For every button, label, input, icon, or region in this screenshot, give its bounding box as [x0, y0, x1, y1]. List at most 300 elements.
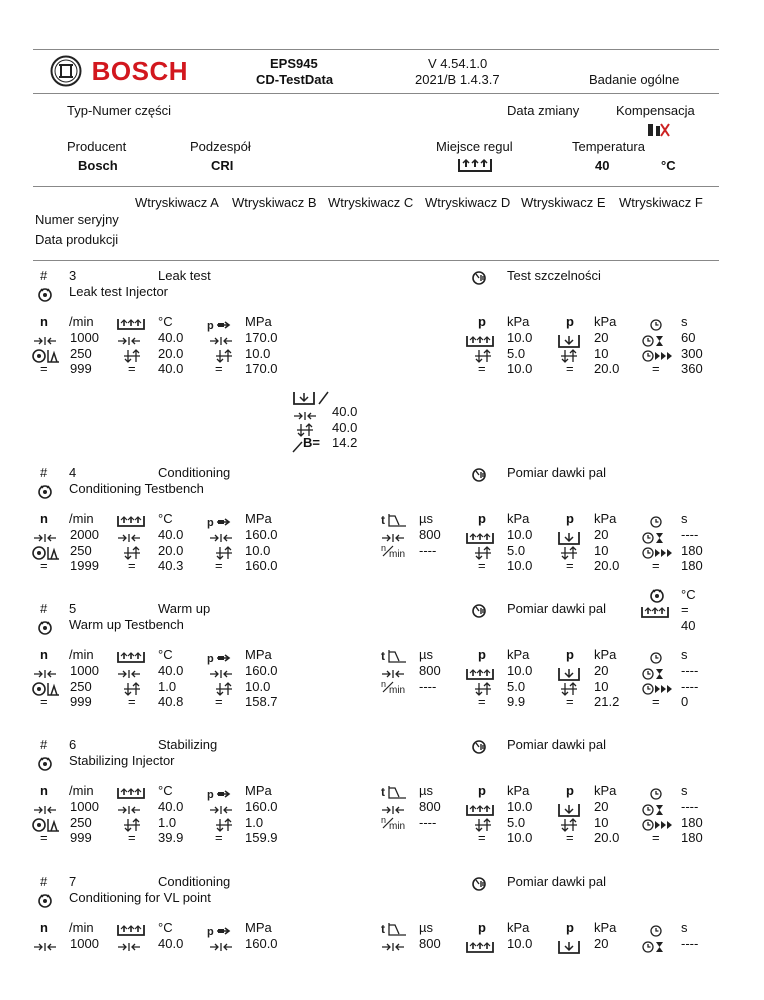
row-actual-marker: = — [478, 361, 486, 376]
col-speed-symbol: n — [40, 920, 48, 935]
row-value: 20.0 — [594, 361, 620, 376]
col-pulse-unit: µs — [419, 647, 433, 662]
row-value: 160.0 — [245, 527, 278, 542]
col-speed-unit: /min — [69, 511, 94, 526]
svg-text:n: n — [381, 679, 387, 690]
slope-tolerance: 40.0 — [332, 420, 358, 435]
row-actual-marker: = — [566, 694, 574, 709]
nominal-icon — [33, 529, 57, 544]
col-time-unit: s — [681, 920, 688, 935]
step-name: Conditioning — [158, 874, 231, 889]
row-actual-marker: = — [40, 694, 48, 709]
row-value: 20 — [594, 663, 609, 678]
svg-text:p: p — [207, 652, 214, 665]
col-p2-symbol: p — [566, 511, 574, 526]
row-value: 10.0 — [507, 936, 533, 951]
header-rule — [33, 93, 719, 94]
return-flow-icon — [558, 332, 580, 348]
step-mode: Pomiar dawki pal — [507, 874, 606, 889]
step-name: Conditioning — [158, 465, 231, 480]
speed-ratio-icon — [381, 815, 407, 831]
row-value: 180 — [681, 830, 703, 845]
col-p2-symbol: p — [566, 920, 574, 935]
row-value: 60 — [681, 330, 696, 345]
step-number: 7 — [69, 874, 77, 889]
clock-hourglass-icon — [642, 529, 664, 544]
speed-ratio-icon — [381, 679, 407, 695]
row-value: 40.0 — [158, 936, 184, 951]
nominal-icon — [381, 938, 405, 953]
slope-b-value: 14.2 — [332, 435, 358, 450]
pulse-value: 800 — [419, 663, 441, 678]
row-actual-marker: = — [652, 558, 660, 573]
rail-pressure-icon — [207, 316, 233, 331]
col-p1-unit: kPa — [507, 783, 530, 798]
col-p2-symbol: p — [566, 783, 574, 798]
return-flow-icon — [558, 938, 580, 954]
step-name: Warm up — [158, 601, 211, 616]
row-value: 20 — [594, 936, 609, 951]
model-label: EPS945 — [270, 56, 318, 71]
row-value: 999 — [70, 361, 92, 376]
row-value: 180 — [681, 814, 703, 830]
col-speed-unit: /min — [69, 647, 94, 662]
step-description: Conditioning for VL point — [69, 890, 211, 905]
col-speed-symbol: n — [40, 783, 48, 798]
row-value: 10.0 — [507, 361, 533, 376]
step-description: Warm up Testbench — [69, 617, 184, 632]
nominal-icon — [33, 801, 57, 816]
svg-text:t: t — [381, 784, 385, 799]
row-actual-marker: = — [215, 361, 223, 376]
row-value: 250 — [70, 542, 92, 558]
pump-icon — [38, 286, 52, 302]
col-pressure-unit: MPa — [245, 920, 272, 935]
row-value: 10 — [594, 678, 609, 694]
slope-b-label: B= — [303, 435, 320, 450]
row-value: 10 — [594, 542, 609, 558]
temperature-value: 40 — [595, 158, 610, 173]
clock-icon — [650, 649, 662, 664]
col-p1-unit: kPa — [507, 314, 530, 329]
row-actual-marker: = — [478, 558, 486, 573]
pump-icon — [38, 892, 52, 908]
component-label: Podzespół — [190, 139, 251, 154]
step-mode: Pomiar dawki pal — [507, 465, 606, 480]
injector-col-f: Wtryskiwacz F — [619, 195, 703, 210]
row-actual-marker: = — [566, 558, 574, 573]
col-pressure-unit: MPa — [245, 647, 272, 662]
svg-text:n: n — [381, 543, 387, 554]
report-title: Badanie ogólne — [589, 72, 680, 87]
row-value: 10.0 — [245, 345, 271, 361]
nozzle-icon — [117, 784, 145, 799]
row-value: 160.0 — [245, 936, 278, 951]
row-value: 10 — [594, 345, 609, 361]
step-number: 3 — [69, 268, 77, 283]
row-value: 300 — [681, 345, 703, 361]
step-mode: Pomiar dawki pal — [507, 737, 606, 752]
svg-text:t: t — [381, 512, 385, 527]
pulse-value: 800 — [419, 799, 441, 814]
col-p1-symbol: p — [478, 783, 486, 798]
col-temp-unit: °C — [158, 647, 173, 662]
row-actual-marker: = — [652, 694, 660, 709]
row-value: 250 — [70, 345, 92, 361]
nozzle-icon — [466, 938, 494, 953]
pulse-value: 800 — [419, 527, 441, 542]
pulse-time-icon — [381, 647, 407, 663]
col-pressure-unit: MPa — [245, 511, 272, 526]
clock-hourglass-icon — [642, 332, 664, 347]
clock-icon — [650, 513, 662, 528]
row-value: 5.0 — [507, 542, 526, 558]
row-value: 170.0 — [245, 361, 278, 376]
pulse-value: ---- — [419, 814, 437, 830]
col-p2-symbol: p — [566, 647, 574, 662]
nozzle-icon — [117, 512, 145, 527]
row-actual-marker: = — [652, 361, 660, 376]
row-value: 40.0 — [158, 663, 184, 678]
row-value: 10.0 — [507, 558, 533, 573]
clock-hourglass-icon — [642, 801, 664, 816]
nominal-icon — [117, 332, 141, 347]
col-speed-unit: /min — [69, 920, 94, 935]
slope-icon — [291, 438, 303, 453]
nozzle-icon — [466, 801, 494, 816]
nozzle-icon — [117, 648, 145, 663]
row-value: 250 — [70, 678, 92, 694]
step-hash: # — [40, 268, 48, 283]
col-p2-unit: kPa — [594, 647, 617, 662]
return-slope-icon — [293, 389, 329, 405]
row-value: 999 — [70, 830, 92, 845]
row-value: ---- — [681, 663, 699, 678]
speed-ratio-icon — [381, 543, 407, 559]
step-hash: # — [40, 737, 48, 752]
row-value: 40.0 — [158, 361, 184, 376]
row-value: ---- — [681, 527, 699, 542]
nozzle-icon — [117, 921, 145, 936]
fuel-meter-icon — [472, 466, 488, 482]
row-actual-marker: = — [128, 361, 136, 376]
col-speed-symbol: n — [40, 314, 48, 329]
step-hash: # — [40, 465, 48, 480]
fuel-meter-icon — [472, 875, 488, 891]
svg-text:p: p — [207, 788, 214, 801]
row-value: 39.9 — [158, 830, 184, 845]
step-number: 4 — [69, 465, 77, 480]
nozzle-icon — [117, 315, 145, 330]
pulse-time-icon — [381, 783, 407, 799]
col-temp-unit: °C — [158, 511, 173, 526]
svg-text:p: p — [207, 925, 214, 938]
row-value: 10.0 — [507, 330, 533, 345]
injector-col-a: Wtryskiwacz A — [135, 195, 219, 210]
col-p1-symbol: p — [478, 647, 486, 662]
nominal-icon — [117, 665, 141, 680]
col-time-unit: s — [681, 783, 688, 798]
row-value: 21.2 — [594, 694, 620, 709]
row-actual-marker: = — [478, 830, 486, 845]
row-value: 158.7 — [245, 694, 278, 709]
step-description: Stabilizing Injector — [69, 753, 175, 768]
return-flow-icon — [558, 665, 580, 681]
row-actual-marker: = — [40, 361, 48, 376]
injectors-rule — [33, 260, 719, 261]
row-value: 0 — [681, 694, 689, 709]
row-value: ---- — [681, 678, 699, 694]
return-flow-icon — [558, 529, 580, 545]
row-value: 160.0 — [245, 663, 278, 678]
svg-text:min: min — [389, 549, 406, 561]
row-value: 10.0 — [507, 663, 533, 678]
col-temp-unit: °C — [158, 920, 173, 935]
row-value: 5.0 — [507, 345, 526, 361]
injector-col-b: Wtryskiwacz B — [232, 195, 317, 210]
row-value: 20.0 — [594, 558, 620, 573]
fuel-meter-icon — [472, 602, 488, 618]
slope-nominal: 40.0 — [332, 404, 358, 419]
clock-icon — [650, 785, 662, 800]
step-number: 5 — [69, 601, 77, 616]
row-value: 180 — [681, 558, 703, 573]
col-temp-unit: °C — [158, 314, 173, 329]
step-mode: Pomiar dawki pal — [507, 601, 606, 616]
row-value: 2000 — [70, 527, 99, 542]
col-p1-symbol: p — [478, 511, 486, 526]
row-value: 10.0 — [507, 799, 533, 814]
testdata-label: CD-TestData — [256, 72, 334, 87]
pulse-value: ---- — [419, 542, 437, 558]
row-value: 20.0 — [594, 830, 620, 845]
producer-label: Producent — [67, 139, 127, 154]
pulse-time-icon — [381, 511, 407, 527]
row-actual-marker: = — [478, 694, 486, 709]
rail-pressure-icon — [207, 922, 233, 937]
row-value: 999 — [70, 694, 92, 709]
date-changed-label: Data zmiany — [507, 103, 580, 118]
nominal-icon — [117, 938, 141, 953]
row-value: 9.9 — [507, 694, 526, 709]
svg-text:n: n — [381, 815, 387, 826]
row-value: 40.3 — [158, 558, 184, 573]
svg-text:p: p — [207, 319, 214, 332]
col-speed-symbol: n — [40, 647, 48, 662]
row-actual-marker: = — [215, 694, 223, 709]
col-speed-symbol: n — [40, 511, 48, 526]
col-p1-unit: kPa — [507, 511, 530, 526]
row-actual-marker: = — [215, 558, 223, 573]
row-value: 10.0 — [507, 830, 533, 845]
nominal-icon — [117, 801, 141, 816]
step-number: 6 — [69, 737, 77, 752]
temp-box-eq: = — [681, 602, 689, 617]
row-actual-marker: = — [128, 830, 136, 845]
compensation-off-icon — [647, 121, 671, 137]
col-p1-unit: kPa — [507, 647, 530, 662]
step-description: Conditioning Testbench — [69, 481, 204, 496]
version-label: V 4.54.1.0 — [428, 56, 488, 71]
nominal-icon — [33, 665, 57, 680]
nominal-icon — [209, 938, 233, 953]
col-pulse-unit: µs — [419, 511, 433, 526]
row-value: 10 — [594, 814, 609, 830]
row-value: 40.0 — [158, 527, 184, 542]
rail-pressure-icon — [207, 513, 233, 528]
col-p2-unit: kPa — [594, 511, 617, 526]
row-value: 1999 — [70, 558, 99, 573]
row-value: 20.0 — [158, 542, 184, 558]
reg-location-label: Miejsce regul — [436, 139, 513, 154]
row-value: 20.0 — [158, 345, 184, 361]
bosch-logo — [50, 55, 188, 87]
temperature-label: Temperatura — [572, 139, 645, 154]
col-pressure-unit: MPa — [245, 783, 272, 798]
nominal-icon — [293, 407, 317, 422]
build-label: 2021/B 1.4.3.7 — [415, 72, 500, 87]
col-p2-unit: kPa — [594, 783, 617, 798]
col-time-unit: s — [681, 647, 688, 662]
svg-text:p: p — [207, 516, 214, 529]
row-value: 40.8 — [158, 694, 184, 709]
svg-text:min: min — [389, 685, 406, 697]
temperature-unit: °C — [661, 158, 676, 173]
temp-box-unit: °C — [681, 587, 696, 602]
row-value: 1.0 — [245, 814, 264, 830]
row-value: 1000 — [70, 936, 99, 951]
pump-icon — [38, 755, 52, 771]
row-value: 1000 — [70, 663, 99, 678]
nominal-icon — [33, 938, 57, 953]
col-p2-unit: kPa — [594, 920, 617, 935]
row-value: 5.0 — [507, 678, 526, 694]
nominal-icon — [209, 801, 233, 816]
col-speed-unit: /min — [69, 783, 94, 798]
row-value: 160.0 — [245, 558, 278, 573]
serial-number-label: Numer seryjny — [35, 212, 119, 227]
row-actual-marker: = — [566, 361, 574, 376]
row-actual-marker: = — [40, 558, 48, 573]
col-p1-symbol: p — [478, 314, 486, 329]
nozzle-icon — [466, 332, 494, 347]
row-value: 1.0 — [158, 814, 177, 830]
info-rule — [33, 186, 719, 187]
injector-col-e: Wtryskiwacz E — [521, 195, 606, 210]
clock-hourglass-icon — [642, 665, 664, 680]
injector-col-d: Wtryskiwacz D — [425, 195, 511, 210]
pump-icon — [38, 483, 52, 499]
svg-text:t: t — [381, 648, 385, 663]
step-name: Stabilizing — [158, 737, 218, 752]
step-hash: # — [40, 874, 48, 889]
row-value: 5.0 — [507, 814, 526, 830]
row-actual-marker: = — [652, 830, 660, 845]
compensation-label: Kompensacja — [616, 103, 695, 118]
step-mode: Test szczelności — [507, 268, 601, 283]
row-value: 20 — [594, 330, 609, 345]
col-temp-unit: °C — [158, 783, 173, 798]
row-value: 10.0 — [507, 527, 533, 542]
rail-pressure-icon — [207, 785, 233, 800]
nominal-icon — [209, 529, 233, 544]
row-actual-marker: = — [215, 830, 223, 845]
col-p2-symbol: p — [566, 314, 574, 329]
col-speed-unit: /min — [69, 314, 94, 329]
rail-pressure-icon — [207, 649, 233, 664]
row-value: 170.0 — [245, 330, 278, 345]
nominal-icon — [117, 529, 141, 544]
row-actual-marker: = — [40, 830, 48, 845]
clock-icon — [650, 316, 662, 331]
svg-text:min: min — [389, 821, 406, 833]
row-value: 1.0 — [158, 678, 177, 694]
row-value: ---- — [681, 936, 699, 951]
col-p1-unit: kPa — [507, 920, 530, 935]
fuel-meter-icon — [472, 738, 488, 754]
producer-value: Bosch — [78, 158, 118, 173]
component-value: CRI — [211, 158, 234, 173]
col-pressure-unit: MPa — [245, 314, 272, 329]
row-value: 159.9 — [245, 830, 278, 845]
row-value: ---- — [681, 799, 699, 814]
fuel-meter-icon — [472, 269, 488, 285]
clock-hourglass-icon — [642, 938, 664, 953]
nominal-icon — [209, 332, 233, 347]
nozzle-holder-icon — [457, 156, 493, 173]
row-value: 40.0 — [158, 799, 184, 814]
row-value: 10.0 — [245, 542, 271, 558]
col-time-unit: s — [681, 511, 688, 526]
row-value: 1000 — [70, 799, 99, 814]
row-value: 20 — [594, 799, 609, 814]
clock-icon — [650, 922, 662, 937]
bosch-armature-icon — [50, 55, 82, 87]
col-pulse-unit: µs — [419, 783, 433, 798]
nozzle-icon — [466, 529, 494, 544]
col-time-unit: s — [681, 314, 688, 329]
row-actual-marker: = — [128, 694, 136, 709]
row-value: 10.0 — [245, 678, 271, 694]
pump-icon — [650, 587, 664, 603]
nozzle-icon — [466, 665, 494, 680]
row-value: 250 — [70, 814, 92, 830]
nozzle-icon — [641, 603, 669, 618]
step-hash: # — [40, 601, 48, 616]
injector-col-c: Wtryskiwacz C — [328, 195, 414, 210]
pulse-time-icon — [381, 920, 407, 936]
step-description: Leak test Injector — [69, 284, 168, 299]
pump-icon — [38, 619, 52, 635]
row-value: 20 — [594, 527, 609, 542]
return-flow-icon — [558, 801, 580, 817]
row-actual-marker: = — [128, 558, 136, 573]
row-value: 40.0 — [158, 330, 184, 345]
pulse-value: 800 — [419, 936, 441, 951]
row-actual-marker: = — [566, 830, 574, 845]
row-value: 360 — [681, 361, 703, 376]
part-type-label: Typ-Numer części — [67, 103, 172, 118]
top-rule — [33, 49, 719, 50]
brand-name: BOSCH — [91, 55, 189, 86]
row-value: 180 — [681, 542, 703, 558]
nominal-icon — [33, 332, 57, 347]
col-pulse-unit: µs — [419, 920, 433, 935]
pulse-value: ---- — [419, 678, 437, 694]
nominal-icon — [209, 665, 233, 680]
temp-box-value: 40 — [681, 618, 696, 633]
col-p1-symbol: p — [478, 920, 486, 935]
